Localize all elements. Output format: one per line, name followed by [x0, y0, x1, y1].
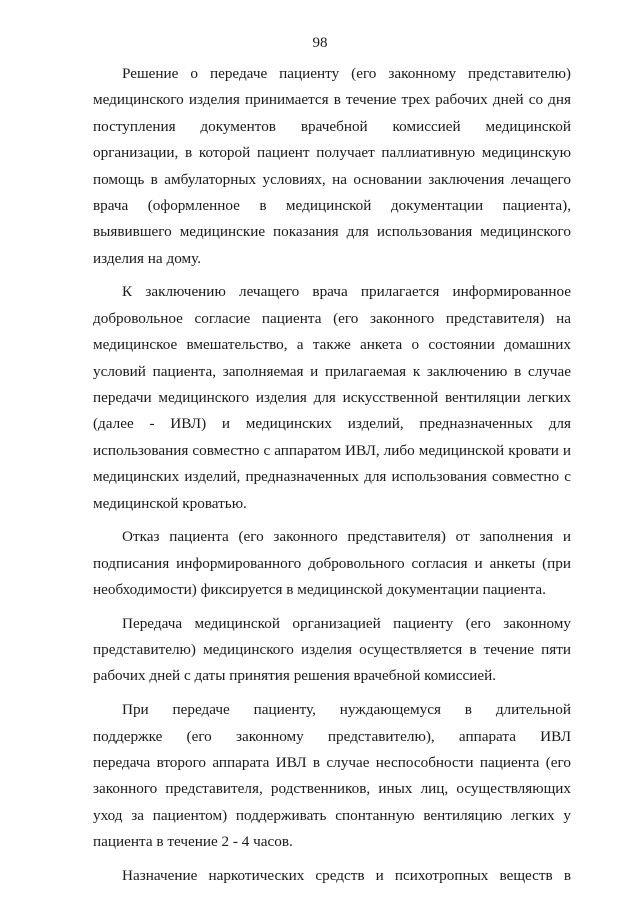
- text-line: Назначение наркотических средств и психотропных веществ в: [122, 866, 571, 884]
- text-line: При передаче пациенту, нуждающемуся в длительной: [122, 701, 571, 719]
- text-line: врача (оформленное в медицинской документации пациента),: [93, 196, 571, 214]
- text-line: К заключению лечащего врача прилагается информированное: [122, 283, 571, 301]
- page-number: 98: [312, 35, 328, 51]
- text-line: организации, в которой пациент получает паллиативную медицинскую: [93, 144, 571, 162]
- paragraph-informed-consent: [93, 279, 571, 517]
- text-line: изделия на дому.: [93, 249, 201, 267]
- text-line: медицинской кроватью.: [93, 494, 247, 512]
- text-line: пациента в течение 2 - 4 часов.: [93, 833, 293, 851]
- text-line: использования совместно с аппаратом ИВЛ, либо медицинской кровати и: [93, 441, 571, 459]
- text-line: подписания информированного добровольного согласия и анкеты (при: [93, 554, 571, 572]
- text-line: Передача медицинской организацией пациенту (его законному: [122, 614, 571, 632]
- paragraph-refusal: [93, 524, 571, 603]
- paragraph-transfer-timing: [93, 611, 571, 690]
- paragraph-device-transfer-decision: [93, 61, 571, 272]
- text-line: медицинского изделия принимается в течение трех рабочих дней со дня: [93, 91, 571, 109]
- document-body: [93, 61, 571, 889]
- text-line: (далее - ИВЛ) и медицинских изделий, предназначенных для: [93, 415, 571, 433]
- text-line: поддержке (его законному представителю), аппарата ИВЛ: [93, 727, 571, 745]
- text-line: условий пациента, заполняемая и прилагаемая к заключению в случае: [93, 362, 571, 380]
- text-line: законного представителя, родственников, иных лиц, осуществляющих: [93, 780, 571, 798]
- text-line: медицинское вмешательство, а также анкета о состоянии домашних: [93, 336, 571, 354]
- text-line: добровольное согласие пациента (его законного представителя) на: [93, 309, 571, 327]
- text-line: Решение о передаче пациенту (его законному представителю): [122, 65, 571, 82]
- text-line: уход за пациентом) поддерживать спонтанную вентиляцию легких у: [93, 806, 571, 824]
- text-line: представителю) медицинского изделия осуществляется в течение пяти: [93, 641, 571, 659]
- text-line: медицинских изделий, предназначенных для использования совместно с: [93, 468, 571, 486]
- text-line: поступления документов врачебной комиссией медицинской: [93, 117, 571, 135]
- text-line: Отказ пациента (его законного представителя) от заполнения и: [122, 528, 571, 546]
- text-line: передача второго аппарата ИВЛ в случае неспособности пациента (его: [93, 753, 571, 771]
- text-line: помощь в амбулаторных условиях, на основании заключения лечащего: [93, 170, 571, 188]
- text-line: рабочих дней с даты принятия решения врачебной комиссией.: [93, 667, 497, 685]
- paragraph-second-ventilator: [93, 697, 571, 855]
- paragraph-narcotics-prescription: [93, 863, 571, 889]
- text-line: передачи медицинского изделия для искусственной вентиляции легких: [93, 388, 571, 406]
- text-line: выявившего медицинские показания для использования медицинского: [93, 223, 571, 241]
- text-line: необходимости) фиксируется в медицинской документации пациента.: [93, 581, 546, 599]
